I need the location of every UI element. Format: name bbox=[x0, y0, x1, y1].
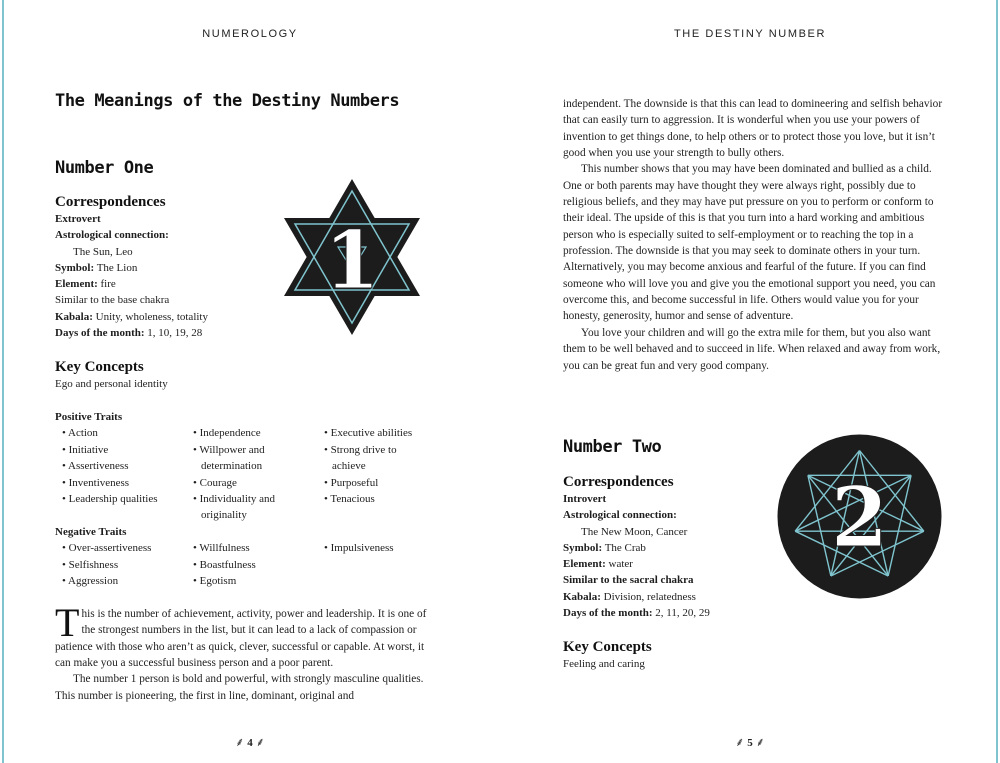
body-text-left bbox=[55, 600, 427, 704]
positive-traits-columns bbox=[55, 425, 455, 523]
trait-item: • Selfishness bbox=[62, 558, 119, 571]
body-text-right bbox=[563, 96, 947, 374]
running-head-right: THE DESTINY NUMBER bbox=[673, 28, 827, 40]
positive-col-2 bbox=[186, 425, 317, 523]
positive-traits-heading: Positive Traits bbox=[55, 411, 123, 423]
symbol-line: Symbol: The Lion bbox=[55, 261, 138, 274]
body-paragraph-3: You love your children and will go the extra mile for them, but you also want them to be well behaved and to succeed in life. When relaxed and away from work, you can be great fun and very good company. bbox=[563, 326, 941, 372]
emblem-digit-two: 2 bbox=[830, 470, 889, 566]
positive-col-3 bbox=[317, 425, 448, 523]
number-two-heading: Number Two bbox=[563, 437, 662, 457]
running-head-left: NUMEROLOGY bbox=[202, 28, 298, 40]
heptagram-circle-icon bbox=[777, 434, 942, 599]
body-paragraph-2: The number 1 person is bold and powerful, with strongly masculine qualities. This number is pioneering, the first in line, dominant, original and bbox=[55, 673, 424, 702]
trait-item: • Willfulness bbox=[193, 542, 250, 555]
positive-traits bbox=[55, 409, 455, 524]
body-paragraph-2: This number shows that you may have been dominated and bullied as a child. One or both parents may have thought they were always right, possibly due to religious beliefs, and they may have put pressure on you to perform or conform to their ideal. The upside of this is that you turn into a hard working and ambitious person who is especially suited to self-employment or to reaching the top in a profession. The downside is that you may seek to dominate others in your turn. Alternatively, you may become anxious and fearful of the future. If you can find someone who will love you and give you the emotional support you need, you can overcome this, and become successful in life. Others would value you for your honesty, generosity, humor and sense of adventure. bbox=[563, 163, 936, 323]
correspondences-one bbox=[55, 193, 285, 341]
astro-value: The Sun, Leo bbox=[73, 245, 133, 258]
correspondences-heading: Correspondences bbox=[55, 194, 166, 210]
emblem-digit-one: 1 bbox=[324, 213, 380, 307]
negative-col-2 bbox=[186, 540, 317, 589]
element-line: Element: fire bbox=[55, 278, 116, 291]
body-paragraph-1: This is the number of achievement, activity, power and leadership. It is one of the strongest numbers in the list, but it can lead to a lack of compassion or patience with those who aren’t as quick, clever, successful or capable. At worst, it can make you a successful business person and a poor parent. bbox=[55, 600, 427, 670]
drop-cap: T bbox=[55, 600, 80, 645]
negative-traits bbox=[55, 524, 455, 590]
astro-value: The New Moon, Cancer bbox=[581, 525, 688, 538]
days-line: Days of the month: 2, 11, 20, 29 bbox=[563, 607, 710, 620]
trait-item: • Egotism bbox=[193, 575, 237, 588]
correspondences-heading: Correspondences bbox=[563, 474, 674, 490]
chakra-line: Similar to the base chakra bbox=[55, 294, 170, 307]
negative-col-3 bbox=[317, 540, 448, 589]
trait-item: • Independence bbox=[193, 427, 261, 440]
key-concepts-text: Ego and personal identity bbox=[55, 378, 168, 390]
kabala-line: Kabala: Division, relatedness bbox=[563, 590, 696, 603]
body-paragraph-continued: independent. The downside is that this can lead to domineering and selfish behavior that can easily turn to aggression. It is wonderful when you use your powers of invention to get things done, to help others or to protect those you love, but it isn’t good when you use your strength to bully others. bbox=[563, 98, 943, 160]
key-concepts-two bbox=[563, 638, 863, 672]
positive-col-1 bbox=[55, 425, 186, 523]
element-line: Element: water bbox=[563, 558, 633, 571]
number-one-heading: Number One bbox=[55, 158, 154, 178]
trait-item: • Leadership qualities bbox=[62, 492, 158, 505]
trait-item: • Courage bbox=[193, 476, 237, 489]
key-concepts-one bbox=[55, 358, 355, 392]
number-two-emblem bbox=[777, 434, 942, 604]
page-number-left: ⸙ 4 ⸙ bbox=[235, 735, 265, 749]
section-title: The Meanings of the Destiny Numbers bbox=[55, 91, 400, 111]
correspondences-two bbox=[563, 473, 793, 621]
negative-col-1 bbox=[55, 540, 186, 589]
trait-item: • Individuality and originality bbox=[193, 492, 276, 522]
negative-traits-heading: Negative Traits bbox=[55, 526, 127, 538]
page-number-right: ⸙ 5 ⸙ bbox=[735, 735, 765, 749]
personality-type: Introvert bbox=[563, 493, 607, 505]
right-page bbox=[500, 0, 1000, 763]
number-one-emblem bbox=[272, 177, 432, 342]
trait-item: • Initiative bbox=[62, 443, 109, 456]
trait-item: • Impulsiveness bbox=[324, 542, 394, 555]
key-concepts-heading: Key Concepts bbox=[55, 359, 144, 375]
trait-item: • Inventiveness bbox=[62, 476, 130, 489]
hexagram-icon bbox=[272, 177, 432, 337]
trait-item: • Action bbox=[62, 427, 98, 440]
trait-item: • Strong drive to achieve bbox=[324, 443, 397, 473]
negative-traits-columns bbox=[55, 540, 455, 589]
trait-item: • Over-assertiveness bbox=[62, 542, 152, 555]
astro-label: Astrological connection: bbox=[55, 229, 169, 242]
days-line: Days of the month: 1, 10, 19, 28 bbox=[55, 327, 203, 340]
trait-item: • Executive abilities bbox=[324, 427, 413, 440]
trait-item: • Boastfulness bbox=[193, 558, 256, 571]
personality-type: Extrovert bbox=[55, 213, 101, 225]
kabala-line: Kabala: Unity, wholeness, totality bbox=[55, 310, 208, 323]
trait-item: • Assertiveness bbox=[62, 460, 129, 473]
key-concepts-heading: Key Concepts bbox=[563, 639, 652, 655]
trait-item: • Purposeful bbox=[324, 476, 379, 489]
chakra-line: Similar to the sacral chakra bbox=[563, 574, 694, 587]
trait-item: • Willpower and determination bbox=[193, 443, 265, 473]
symbol-line: Symbol: The Crab bbox=[563, 541, 646, 554]
trait-item: • Aggression bbox=[62, 575, 119, 588]
key-concepts-text: Feeling and caring bbox=[563, 658, 645, 670]
trait-item: • Tenacious bbox=[324, 492, 375, 505]
astro-label: Astrological connection: bbox=[563, 509, 677, 522]
